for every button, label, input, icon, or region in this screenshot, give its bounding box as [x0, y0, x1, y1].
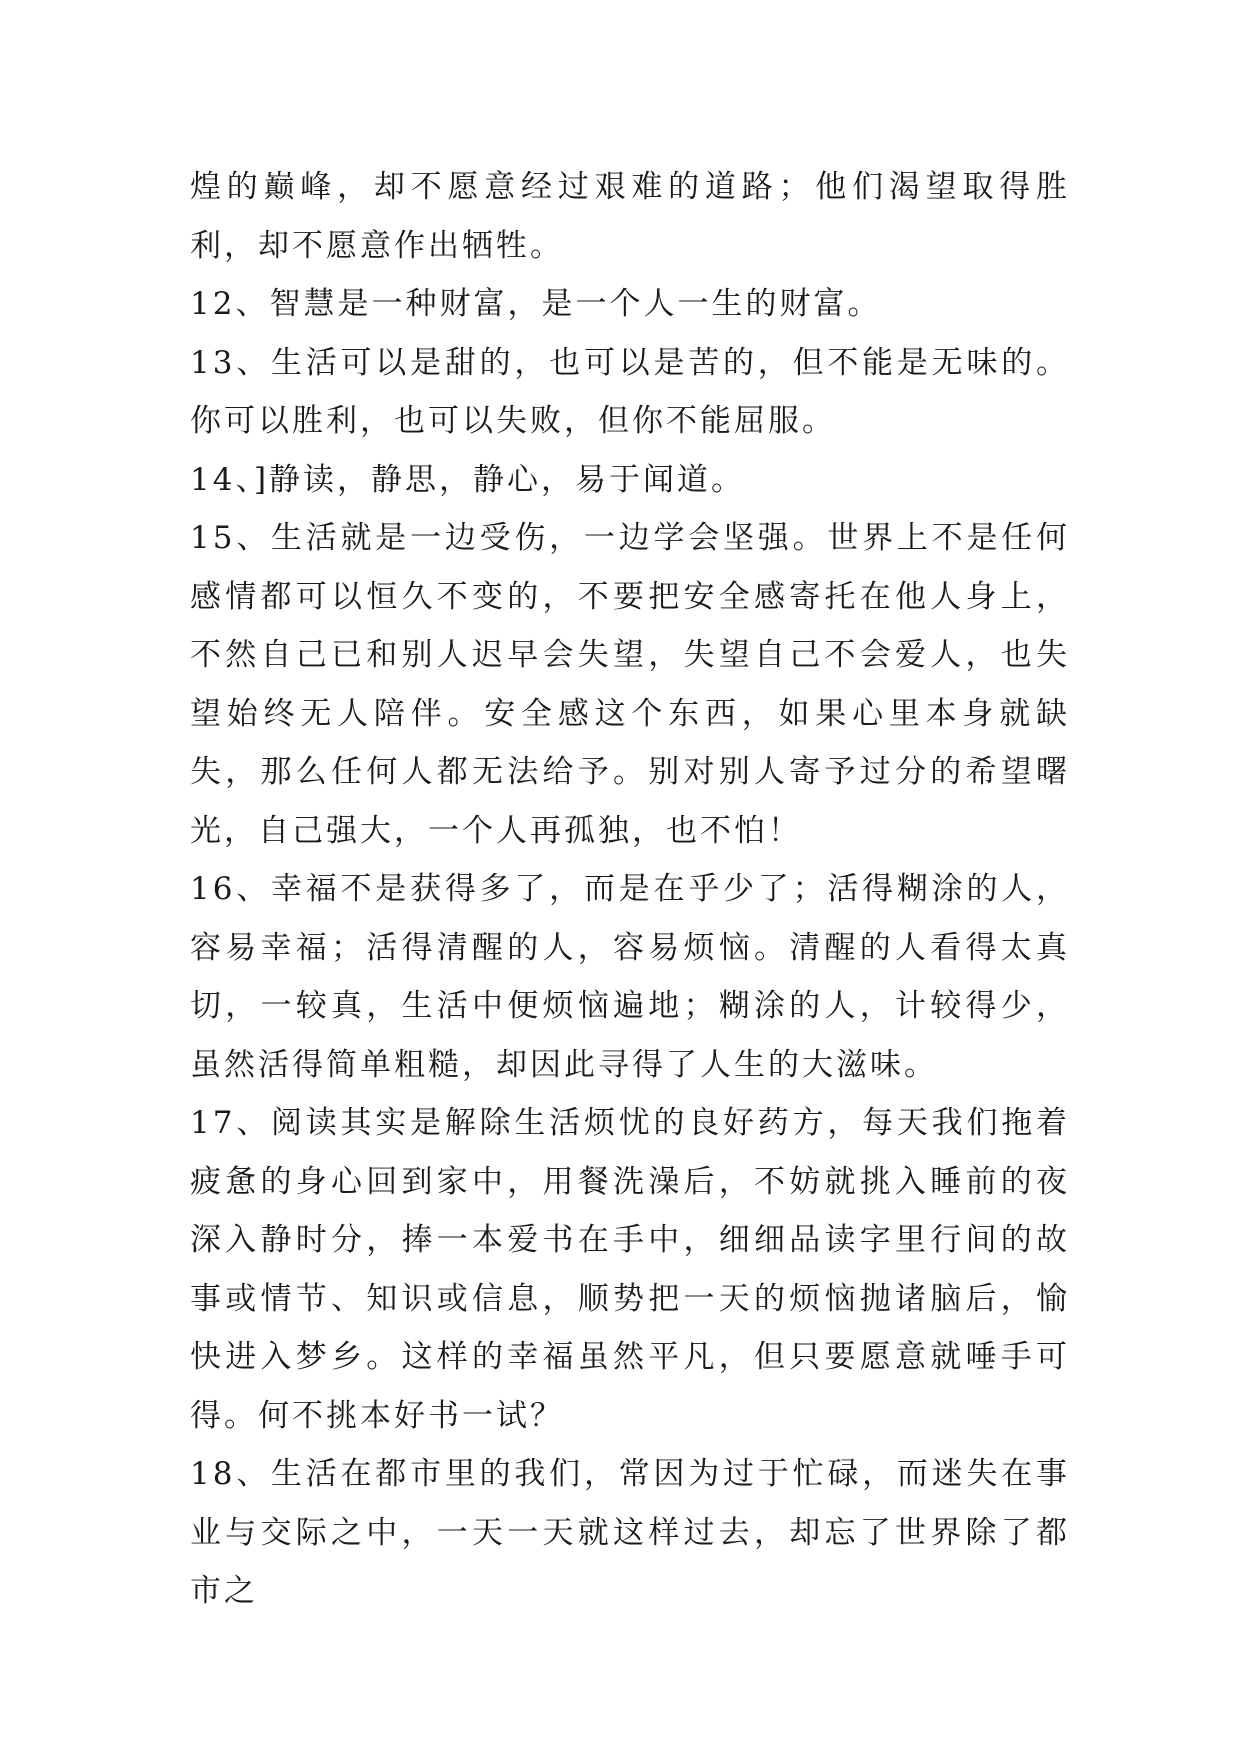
document-body — [190, 158, 1070, 1621]
paragraph-14: 14、]静读，静思，静心，易于闻道。 — [190, 461, 746, 498]
paragraph-15: 15、生活就是一边受伤，一边学会坚强。世界上不是任何感情都可以恒久不变的，不要把安全感寄托在他人身上，不然自己已和别人迟早会失望，失望自己不会爱人，也失望始终无人陪伴。安全感这个东西，如果心里本身就缺失，那么任何人都无法给予。别对别人寄予过分的希望曙光，自己强大，一个人再孤独，也不怕！ — [190, 520, 1070, 849]
paragraph-continuation: 煌的巅峰，却不愿意经过艰难的道路；他们渴望取得胜利，却不愿意作出牺牲。 — [190, 169, 1070, 264]
paragraph-12: 12、智慧是一种财富，是一个人一生的财富。 — [190, 286, 882, 322]
paragraph-13: 13、生活可以是甜的，也可以是苦的，但不能是无味的。你可以胜利，也可以失败，但你不能屈服。 — [190, 344, 1070, 439]
paragraph-17: 17、阅读其实是解除生活烦忧的良好药方，每天我们拖着疲惫的身心回到家中，用餐洗澡后，不妨就挑入睡前的夜深入静时分，捧一本爱书在手中，细细品读字里行间的故事或情节、知识或信息，顺势把一天的烦恼抛诸脑后，愉快进入梦乡。这样的幸福虽然平凡，但只要愿意就唾手可得。何不挑本好书一试？ — [190, 1105, 1070, 1434]
paragraph-16: 16、幸福不是获得多了，而是在乎少了；活得糊涂的人，容易幸福；活得清醒的人，容易烦恼。清醒的人看得太真切，一较真，生活中便烦恼遍地；糊涂的人，计较得少，虽然活得简单粗糙，却因此寻得了人生的大滋味。 — [190, 871, 1070, 1083]
paragraph-18: 18、生活在都市里的我们，常因为过于忙碌，而迷失在事业与交际之中，一天一天就这样过去，却忘了世界除了都市之 — [190, 1456, 1070, 1609]
